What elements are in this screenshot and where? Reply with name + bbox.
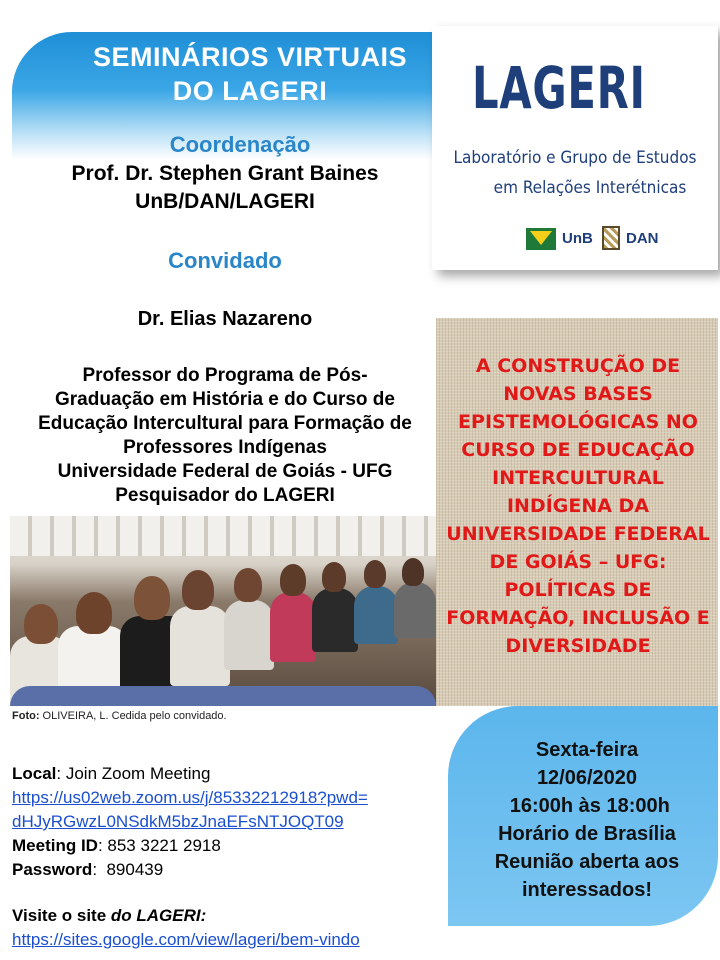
meeting-id-label: Meeting ID xyxy=(12,836,98,855)
talk-title-line: DIVERSIDADE xyxy=(505,635,651,657)
photo-person xyxy=(234,568,262,602)
photo-person xyxy=(224,600,274,670)
lageri-logo xyxy=(432,26,718,270)
talk-title xyxy=(444,352,712,660)
password-label: Password xyxy=(12,860,93,879)
talk-title-line: NOVAS BASES xyxy=(503,383,653,405)
photo-person xyxy=(354,586,398,644)
photo-credit-label: Foto: xyxy=(12,710,40,722)
seminar-title xyxy=(40,40,460,108)
site-info xyxy=(12,904,442,952)
site-label-plain: Visite o site xyxy=(12,906,111,925)
photo-person xyxy=(322,562,346,592)
guest-bio-line: Pesquisador do LAGERI xyxy=(115,485,335,506)
coordinator-affiliation: UnB/DAN/LAGERI xyxy=(135,190,315,213)
talk-title-line: INDÍGENA DA xyxy=(506,495,650,517)
coordinator-name: Prof. Dr. Stephen Grant Baines xyxy=(71,162,379,185)
talk-title-line: POLÍTICAS DE xyxy=(504,579,652,601)
photo-person xyxy=(134,576,170,620)
talk-title-line: EPISTEMOLÓGICAS NO xyxy=(458,411,698,433)
photo-person xyxy=(170,606,230,686)
lageri-wordmark: LAGERI xyxy=(472,54,646,122)
guest-bio-line: Universidade Federal de Goiás - UFG xyxy=(57,461,393,482)
logo-subtitle-line1: Laboratório e Grupo de Estudos xyxy=(453,148,697,168)
photo-person xyxy=(76,592,112,634)
photo-ceiling xyxy=(10,516,436,556)
guest-bio-line: Educação Intercultural para Formação de xyxy=(38,413,412,434)
local-line xyxy=(12,762,442,786)
talk-title-line: DE GOIÁS – UFG: xyxy=(489,551,667,573)
photo-jeans xyxy=(10,686,436,706)
photo-person xyxy=(394,582,436,638)
photo-credit xyxy=(12,710,227,722)
photo-person xyxy=(24,604,58,644)
password-value: : 890439 xyxy=(92,860,164,879)
schedule-text xyxy=(452,736,720,904)
guest-bio-line: Professor do Programa de Pós- xyxy=(82,365,368,386)
zoom-link-line1[interactable]: https://us02web.zoom.us/j/85332212918?pwd= xyxy=(12,788,368,807)
talk-title-line: CURSO DE EDUCAÇÃO xyxy=(461,439,695,461)
talk-title-line: A CONSTRUÇÃO DE xyxy=(475,355,681,377)
schedule-line: 12/06/2020 xyxy=(536,767,638,789)
guest-bio-line: Graduação em História e do Curso de xyxy=(55,389,395,410)
zoom-link-line2[interactable]: dHJyRGwzL0NSdkM5bzJnaEFsNTJOQT09 xyxy=(12,812,344,831)
schedule-line: Horário de Brasília xyxy=(498,823,676,845)
schedule-line: interessados! xyxy=(521,879,653,901)
dan-emblem-icon xyxy=(602,226,620,250)
unb-flag-icon xyxy=(526,228,556,250)
local-label: Local xyxy=(12,764,57,783)
schedule-line: Sexta-feira xyxy=(535,739,639,761)
photo-person xyxy=(402,558,424,586)
local-value: : Join Zoom Meeting xyxy=(56,764,211,783)
photo-person xyxy=(182,570,214,610)
meeting-id-line xyxy=(12,834,442,858)
photo-person xyxy=(312,588,358,652)
seminar-title-line2: DO LAGERI xyxy=(172,76,328,106)
photo-person xyxy=(270,592,316,662)
photo-credit-text: OLIVEIRA, L. Cedida pelo convidado. xyxy=(39,710,227,722)
talk-title-line: INTERCULTURAL xyxy=(492,467,664,489)
talk-title-line: FORMAÇÃO, INCLUSÃO E xyxy=(446,607,710,629)
meeting-info xyxy=(12,762,442,882)
dan-label: DAN xyxy=(626,230,659,247)
password-line xyxy=(12,858,442,882)
talk-title-line: UNIVERSIDADE FEDERAL xyxy=(446,523,710,545)
guest-bio xyxy=(10,364,440,508)
photo-person xyxy=(280,564,306,596)
schedule-line: Reunião aberta aos xyxy=(494,851,680,873)
audience-photo xyxy=(10,516,436,706)
guest-name: Dr. Elias Nazareno xyxy=(137,308,313,330)
seminar-title-line1: SEMINÁRIOS VIRTUAIS xyxy=(92,42,408,72)
site-link[interactable]: https://sites.google.com/view/lageri/bem-vindo xyxy=(12,930,360,949)
meeting-id-value: : 853 3221 2918 xyxy=(97,836,221,855)
unb-label: UnB xyxy=(562,230,593,247)
photo-person xyxy=(364,560,386,588)
guest-bio-line: Professores Indígenas xyxy=(123,437,327,458)
guest-label: Convidado xyxy=(168,248,282,273)
coordination-label: Coordenação xyxy=(169,132,311,157)
logo-subtitle-line2: em Relações Interétnicas xyxy=(493,178,687,198)
site-label-italic: do LAGERI: xyxy=(110,906,207,925)
schedule-line: 16:00h às 18:00h xyxy=(504,795,670,817)
site-label xyxy=(12,904,442,928)
